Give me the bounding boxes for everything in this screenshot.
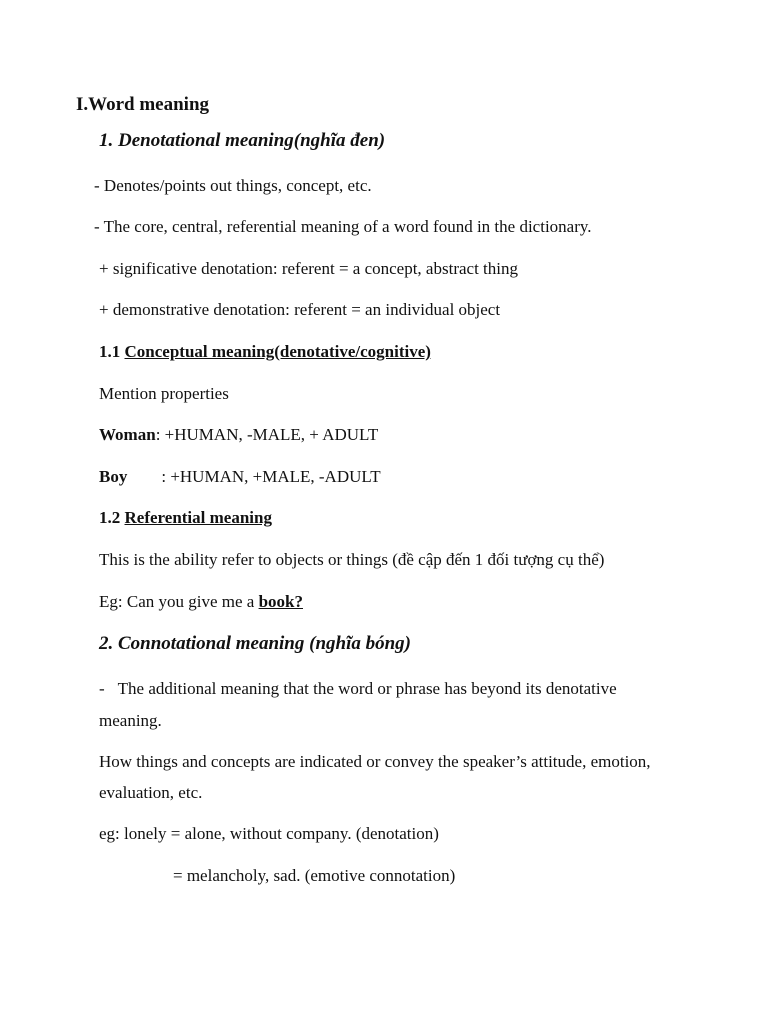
example-word: book? — [258, 592, 303, 611]
how-things-line2: evaluation, etc. — [99, 783, 203, 802]
referential-title: Referential meaning — [124, 508, 272, 527]
bullet-dash: - — [99, 679, 105, 698]
denotational-heading: 1. Denotational meaning(nghĩa đen) — [99, 130, 386, 151]
lonely-connotation-example: = melancholy, sad. (emotive connotation) — [173, 866, 456, 885]
denotes-bullet: - Denotes/points out things, concept, etc. — [94, 176, 372, 195]
additional-meaning-line1 — [99, 679, 617, 699]
conceptual-title: Conceptual meaning(denotative/cognitive) — [124, 342, 431, 361]
woman-features-line — [99, 425, 378, 445]
referential-description: This is the ability refer to objects or things (đề cập đến 1 đối tượng cụ thể) — [99, 550, 605, 569]
example-prefix: Eg: Can you give me a — [99, 592, 259, 611]
lonely-denotation-example: eg: lonely = alone, without company. (denotation) — [99, 824, 439, 843]
additional-meaning-line2: meaning. — [99, 711, 162, 730]
referential-subheading — [99, 508, 272, 528]
significative-denotation: + significative denotation: referent = a concept, abstract thing — [99, 259, 518, 278]
boy-features: : +HUMAN, +MALE, -ADULT — [161, 467, 381, 486]
boy-label: Boy — [99, 467, 128, 486]
section-title: I.Word meaning — [76, 94, 210, 115]
conceptual-number: 1.1 — [99, 342, 125, 361]
mention-properties: Mention properties — [99, 384, 229, 403]
core-meaning-bullet: - The core, central, referential meaning of a word found in the dictionary. — [94, 217, 592, 236]
connotational-heading: 2. Connotational meaning (nghĩa bóng) — [99, 633, 411, 654]
woman-features: : +HUMAN, -MALE, + ADULT — [155, 425, 379, 444]
referential-number: 1.2 — [99, 508, 125, 527]
additional-meaning-text: The additional meaning that the word or phrase has beyond its denotative — [117, 679, 617, 698]
referential-example — [99, 592, 303, 612]
demonstrative-denotation: + demonstrative denotation: referent = an individual object — [99, 300, 501, 319]
woman-label: Woman — [99, 425, 156, 444]
boy-features-line — [99, 467, 381, 487]
conceptual-subheading — [99, 342, 431, 362]
how-things-line1: How things and concepts are indicated or convey the speaker’s attitude, emotion, — [99, 752, 651, 771]
